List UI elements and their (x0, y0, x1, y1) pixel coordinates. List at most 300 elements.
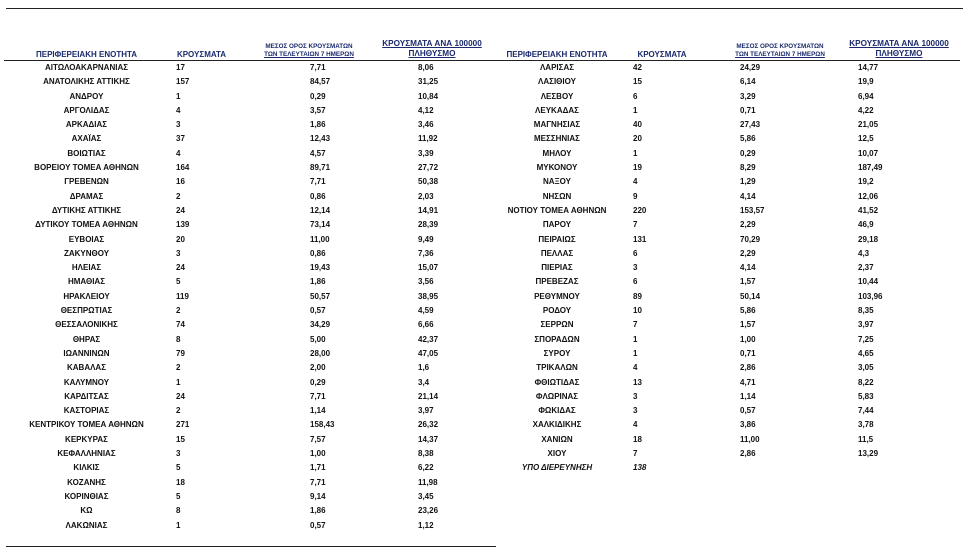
cases-cell: 10 (633, 306, 642, 316)
region-cell: ΠΙΕΡΙΑΣ (541, 263, 573, 273)
header-cases: ΚΡΟΥΣΜΑΤΑ (637, 50, 687, 59)
per-cell: 19,9 (858, 77, 874, 87)
region-cell: ΑΡΓΟΛΙΔΑΣ (63, 105, 110, 115)
table-row (492, 90, 960, 104)
table-row (492, 204, 960, 218)
region-cell: ΚΑΣΤΟΡΙΑΣ (63, 406, 110, 416)
avg-cell: 89,71 (310, 163, 331, 173)
region-cell: ΤΡΙΚΑΛΩΝ (536, 363, 578, 373)
table-row (4, 447, 494, 461)
region-cell: ΡΕΘΥΜΝΟΥ (534, 291, 580, 301)
top-rule (6, 8, 963, 9)
region-cell: ΒΟΡΕΙΟΥ ΤΟΜΕΑ ΑΘΗΝΩΝ (34, 163, 139, 173)
table-row (4, 233, 494, 247)
region-cell: ΛΕΥΚΑΔΑΣ (535, 105, 579, 115)
cases-cell: 4 (176, 148, 181, 158)
cases-cell: 7 (633, 220, 638, 230)
header-avg-line1: ΜΕΣΟΣ ΟΡΟΣ ΚΡΟΥΣΜΑΤΩΝ (736, 43, 824, 50)
cases-cell: 157 (176, 77, 190, 87)
region-cell: ΚΩ (80, 506, 93, 516)
region-cell: ΕΥΒΟΙΑΣ (68, 234, 105, 244)
table-row (4, 190, 494, 204)
cases-cell: 220 (633, 205, 647, 215)
cases-cell: 3 (633, 391, 638, 401)
cases-cell: 7 (633, 449, 638, 459)
avg-cell: 12,43 (310, 134, 331, 144)
per-cell: 41,52 (858, 205, 879, 215)
avg-cell: 0,86 (310, 191, 326, 201)
cases-cell: 6 (633, 91, 638, 101)
table-row (492, 404, 960, 418)
avg-cell: 4,14 (740, 263, 756, 273)
avg-cell: 0,71 (740, 105, 756, 115)
table-row (492, 361, 960, 375)
per-cell: 4,22 (858, 105, 874, 115)
avg-cell: 34,29 (310, 320, 331, 330)
avg-cell: 11,00 (740, 434, 760, 444)
table-row (492, 233, 960, 247)
avg-cell: 3,57 (310, 105, 326, 115)
table-row (4, 75, 494, 89)
table-row (4, 318, 494, 332)
cases-cell: 2 (176, 191, 181, 201)
table-row (492, 190, 960, 204)
per-cell: 23,26 (418, 506, 439, 516)
avg-cell: 12,14 (310, 205, 331, 215)
table-row (4, 361, 494, 375)
region-cell: ΒΟΙΩΤΙΑΣ (67, 148, 106, 158)
cases-cell: 74 (176, 320, 185, 330)
region-cell: ΚΑΛΥΜΝΟΥ (63, 377, 110, 387)
avg-cell: 2,86 (740, 363, 756, 373)
cases-cell: 4 (176, 105, 181, 115)
per-cell: 21,05 (858, 120, 879, 130)
region-cell: ΘΕΣΣΑΛΟΝΙΚΗΣ (55, 320, 118, 330)
avg-cell: 24,29 (740, 63, 761, 72)
region-cell: ΛΕΣΒΟΥ (540, 91, 574, 101)
avg-cell: 0,71 (740, 348, 756, 358)
region-cell: ΝΑΞΟΥ (542, 177, 572, 187)
avg-cell: 1,29 (740, 177, 756, 187)
region-cell: ΧΑΝΙΩΝ (541, 434, 573, 444)
region-cell: ΗΡΑΚΛΕΙΟΥ (63, 291, 110, 301)
avg-cell: 3,86 (740, 420, 756, 430)
cases-cell: 3 (633, 406, 638, 416)
per-cell: 19,2 (858, 177, 874, 187)
left-table-header (4, 10, 494, 61)
region-cell: ΠΑΡΟΥ (542, 220, 572, 230)
table-row (492, 104, 960, 118)
cases-cell: 19 (633, 163, 642, 173)
region-cell: ΑΡΚΑΔΙΑΣ (65, 120, 108, 130)
table-row (492, 75, 960, 89)
per-cell: 28,39 (418, 220, 439, 230)
header-per-line2: ΠΛΗΘΥΣΜΟ (875, 49, 923, 58)
cases-cell: 2 (176, 406, 181, 416)
avg-cell: 6,14 (740, 77, 756, 87)
cases-cell: 18 (633, 434, 642, 444)
cases-cell: 79 (176, 348, 185, 358)
table-row (492, 318, 960, 332)
cases-cell: 7 (633, 320, 638, 330)
table-row (4, 275, 494, 289)
avg-cell: 1,57 (740, 277, 756, 287)
table-row (492, 304, 960, 318)
table-row (4, 204, 494, 218)
cases-cell: 119 (176, 291, 189, 301)
per-cell: 2,03 (418, 191, 434, 201)
cases-cell: 4 (633, 177, 638, 187)
region-cell: ΚΟΖΑΝΗΣ (67, 477, 106, 487)
region-cell: ΜΗΛΟΥ (542, 148, 572, 158)
per-cell: 47,05 (418, 348, 439, 358)
region-cell: ΚΑΒΑΛΑΣ (66, 363, 107, 373)
cases-cell: 15 (176, 434, 185, 444)
avg-cell: 1,00 (310, 449, 326, 459)
avg-cell: 7,71 (310, 477, 326, 487)
per-cell: 14,37 (418, 434, 439, 444)
table-row (492, 461, 960, 475)
cases-cell: 4 (633, 420, 638, 430)
region-cell: ΛΑΚΩΝΙΑΣ (65, 520, 108, 530)
table-row (4, 490, 494, 504)
table-row (4, 261, 494, 275)
cases-cell: 3 (176, 120, 181, 130)
region-cell: ΝΗΣΩΝ (542, 191, 572, 201)
table-row (4, 404, 494, 418)
region-cell: ΛΑΣΙΘΙΟΥ (538, 77, 576, 87)
avg-cell: 0,29 (310, 91, 326, 101)
left-table (4, 10, 494, 533)
avg-cell: 3,29 (740, 91, 756, 101)
per-cell: 29,18 (858, 234, 879, 244)
region-cell: ΠΕΛΛΑΣ (540, 248, 574, 258)
table-row (492, 218, 960, 232)
right-table (492, 10, 960, 476)
per-cell: 3,4 (418, 377, 430, 387)
avg-cell: 2,29 (740, 220, 756, 230)
per-cell: 12,5 (858, 134, 874, 144)
cases-cell: 138 (633, 463, 647, 473)
region-cell: ΔΥΤΙΚΗΣ ΑΤΤΙΚΗΣ (51, 205, 122, 215)
per-cell: 4,12 (418, 105, 434, 115)
per-cell: 31,25 (418, 77, 439, 87)
header-per-line2: ΠΛΗΘΥΣΜΟ (408, 49, 456, 58)
cases-cell: 131 (633, 234, 647, 244)
table-row (492, 347, 960, 361)
table-row (492, 418, 960, 432)
avg-cell: 73,14 (310, 220, 331, 230)
table-row (492, 390, 960, 404)
cases-cell: 8 (176, 334, 181, 344)
bottom-rule (6, 546, 496, 547)
avg-cell: 7,71 (310, 391, 326, 401)
per-cell: 50,38 (418, 177, 439, 187)
region-cell: ΛΑΡΙΣΑΣ (539, 63, 575, 72)
cases-cell: 24 (176, 391, 185, 401)
per-cell: 5,83 (858, 391, 874, 401)
region-cell: ΘΕΣΠΡΩΤΙΑΣ (60, 306, 113, 316)
cases-cell: 8 (176, 506, 181, 516)
per-cell: 8,06 (418, 63, 434, 72)
region-cell: ΜΑΓΝΗΣΙΑΣ (533, 120, 581, 130)
header-per (840, 39, 958, 59)
table-row (492, 175, 960, 189)
cases-cell: 20 (176, 234, 185, 244)
region-cell: ΚΕΦΑΛΛΗΝΙΑΣ (57, 449, 116, 459)
cases-cell: 1 (176, 91, 181, 101)
avg-cell: 7,71 (310, 177, 326, 187)
avg-cell: 4,14 (740, 191, 756, 201)
cases-cell: 271 (176, 420, 190, 430)
per-cell: 6,66 (418, 320, 434, 330)
region-cell: ΜΥΚΟΝΟΥ (536, 163, 578, 173)
avg-cell: 1,86 (310, 277, 326, 287)
table-row (492, 147, 960, 161)
region-cell: ΡΟΔΟΥ (542, 306, 572, 316)
table-row (492, 376, 960, 390)
cases-cell: 3 (176, 449, 181, 459)
per-cell: 27,72 (418, 163, 439, 173)
table-row (4, 304, 494, 318)
per-cell: 15,07 (418, 263, 439, 273)
avg-cell: 84,57 (310, 77, 331, 87)
per-cell: 14,91 (418, 205, 439, 215)
region-cell: ΚΑΡΔΙΤΣΑΣ (64, 391, 109, 401)
region-cell: ΣΕΡΡΩΝ (540, 320, 574, 330)
per-cell: 14,77 (858, 63, 879, 72)
per-cell: 10,84 (418, 91, 439, 101)
table-row (4, 247, 494, 261)
table-row (4, 132, 494, 146)
header-region: ΠΕΡΙΦΕΡΕΙΑΚΗ ΕΝΟΤΗΤΑ (35, 50, 138, 59)
table-row (492, 433, 960, 447)
region-cell: ΦΩΚΙΔΑΣ (538, 406, 576, 416)
per-cell: 46,9 (858, 220, 874, 230)
table-row (4, 519, 494, 533)
region-cell: ΗΛΕΙΑΣ (71, 263, 102, 273)
per-cell: 2,37 (858, 263, 874, 273)
per-cell: 3,56 (418, 277, 434, 287)
avg-cell: 1,00 (740, 334, 756, 344)
avg-cell: 8,29 (740, 163, 756, 173)
table-row (4, 118, 494, 132)
avg-cell: 2,00 (310, 363, 326, 373)
cases-cell: 89 (633, 291, 642, 301)
table-row (4, 333, 494, 347)
header-region: ΠΕΡΙΦΕΡΕΙΑΚΗ ΕΝΟΤΗΤΑ (506, 50, 608, 59)
per-cell: 42,37 (418, 334, 439, 344)
region-cell: ΥΠΟ ΔΙΕΡΕΥΝΗΣΗ (521, 463, 593, 473)
region-cell: ΠΡΕΒΕΖΑΣ (535, 277, 579, 287)
per-cell: 7,44 (858, 406, 874, 416)
per-cell: 4,65 (858, 348, 874, 358)
per-cell: 26,32 (418, 420, 439, 430)
cases-cell: 9 (633, 191, 638, 201)
avg-cell: 50,14 (740, 291, 761, 301)
table-row (492, 261, 960, 275)
region-cell: ΑΙΤΩΛΟΑΚΑΡΝΑΝΙΑΣ (44, 63, 129, 72)
header-cases: ΚΡΟΥΣΜΑΤΑ (176, 50, 227, 59)
table-row (492, 447, 960, 461)
avg-cell: 50,57 (310, 291, 331, 301)
cases-cell: 1 (633, 105, 638, 115)
region-cell: ΔΡΑΜΑΣ (69, 191, 104, 201)
per-cell: 3,78 (858, 420, 874, 430)
region-cell: ΚΟΡΙΝΘΙΑΣ (64, 491, 109, 501)
region-cell: ΜΕΣΣΗΝΙΑΣ (534, 134, 580, 144)
table-row (4, 461, 494, 475)
avg-cell: 1,57 (740, 320, 756, 330)
avg-cell: 2,86 (740, 449, 756, 459)
avg-cell: 1,14 (310, 406, 326, 416)
cases-cell: 1 (176, 377, 181, 387)
header-per-line1: ΚΡΟΥΣΜΑΤΑ ΑΝΑ 100000 (382, 39, 482, 48)
table-row (4, 390, 494, 404)
avg-cell: 5,00 (310, 334, 326, 344)
cases-cell: 13 (633, 377, 642, 387)
table-row (492, 132, 960, 146)
cases-cell: 5 (176, 463, 181, 473)
avg-cell: 2,29 (740, 248, 756, 258)
region-cell: ΚΕΝΤΡΙΚΟΥ ΤΟΜΕΑ ΑΘΗΝΩΝ (29, 420, 144, 430)
cases-cell: 24 (176, 263, 185, 273)
region-cell: ΖΑΚΥΝΘΟΥ (63, 248, 110, 258)
cases-cell: 1 (633, 348, 638, 358)
avg-cell: 11,00 (310, 234, 330, 244)
table-row (4, 433, 494, 447)
avg-cell: 0,29 (310, 377, 326, 387)
per-cell: 4,3 (858, 248, 870, 258)
header-avg (244, 43, 374, 59)
per-cell: 10,44 (858, 277, 879, 287)
table-row (4, 218, 494, 232)
per-cell: 9,49 (418, 234, 434, 244)
table-row (4, 161, 494, 175)
avg-cell: 0,57 (740, 406, 756, 416)
per-cell: 3,05 (858, 363, 874, 373)
avg-cell: 0,29 (740, 148, 756, 158)
per-cell: 7,25 (858, 334, 874, 344)
region-cell: ΦΛΩΡΙΝΑΣ (535, 391, 579, 401)
per-cell: 3,46 (418, 120, 434, 130)
region-cell: ΚΕΡΚΥΡΑΣ (65, 434, 108, 444)
cases-cell: 24 (176, 205, 185, 215)
cases-cell: 37 (176, 134, 185, 144)
cases-cell: 4 (633, 363, 638, 373)
per-cell: 11,92 (418, 134, 438, 144)
table-row (492, 333, 960, 347)
avg-cell: 1,14 (740, 391, 756, 401)
per-cell: 8,35 (858, 306, 874, 316)
per-cell: 1,6 (418, 363, 430, 373)
table-row (4, 347, 494, 361)
table-row (4, 61, 494, 75)
region-cell: ΑΝΑΤΟΛΙΚΗΣ ΑΤΤΙΚΗΣ (43, 77, 130, 87)
cases-cell: 1 (633, 148, 638, 158)
right-table-body (492, 61, 960, 476)
avg-cell: 1,86 (310, 120, 326, 130)
per-cell: 13,29 (858, 449, 879, 459)
per-cell: 103,96 (858, 291, 883, 301)
region-cell: ΑΧΑΪΑΣ (71, 134, 102, 144)
table-row (4, 476, 494, 490)
per-cell: 3,39 (418, 148, 434, 158)
avg-cell: 9,14 (310, 491, 326, 501)
region-cell: ΧΙΟΥ (547, 449, 567, 459)
table-row (4, 90, 494, 104)
cases-cell: 164 (176, 163, 190, 173)
cases-cell: 1 (176, 520, 181, 530)
per-cell: 6,22 (418, 463, 434, 473)
region-cell: ΓΡΕΒΕΝΩΝ (64, 177, 109, 187)
per-cell: 3,97 (418, 406, 434, 416)
header-avg-line2: ΤΩΝ ΤΕΛΕΥΤΑΙΩΝ 7 ΗΜΕΡΩΝ (264, 51, 354, 58)
header-avg-line1: ΜΕΣΟΣ ΟΡΟΣ ΚΡΟΥΣΜΑΤΩΝ (265, 43, 353, 50)
per-cell: 7,36 (418, 248, 434, 258)
per-cell: 1,12 (418, 520, 434, 530)
table-row (4, 504, 494, 518)
per-cell: 11,98 (418, 477, 438, 487)
avg-cell: 1,86 (310, 506, 326, 516)
table-row (492, 61, 960, 75)
cases-cell: 1 (633, 334, 638, 344)
per-cell: 8,38 (418, 449, 434, 459)
table-row (492, 275, 960, 289)
per-cell: 6,94 (858, 91, 874, 101)
cases-cell: 6 (633, 248, 638, 258)
avg-cell: 7,57 (310, 434, 326, 444)
cases-cell: 18 (176, 477, 185, 487)
header-per-line1: ΚΡΟΥΣΜΑΤΑ ΑΝΑ 100000 (849, 39, 949, 48)
avg-cell: 0,57 (310, 520, 326, 530)
avg-cell: 7,71 (310, 63, 326, 72)
cases-cell: 16 (176, 177, 185, 187)
avg-cell: 19,43 (310, 263, 331, 273)
table-row (492, 247, 960, 261)
region-cell: ΦΘΙΩΤΙΔΑΣ (534, 377, 580, 387)
region-cell: ΧΑΛΚΙΔΙΚΗΣ (532, 420, 582, 430)
table-row (4, 175, 494, 189)
avg-cell: 70,29 (740, 234, 761, 244)
per-cell: 3,45 (418, 491, 434, 501)
region-cell: ΠΕΙΡΑΙΩΣ (538, 234, 576, 244)
left-table-body (4, 61, 494, 533)
cases-cell: 15 (633, 77, 642, 87)
region-cell: ΣΥΡΟΥ (543, 348, 571, 358)
avg-cell: 5,86 (740, 306, 756, 316)
per-cell: 12,06 (858, 191, 879, 201)
avg-cell: 4,71 (740, 377, 756, 387)
region-cell: ΑΝΔΡΟΥ (69, 91, 104, 101)
region-cell: ΘΗΡΑΣ (72, 334, 101, 344)
header-avg-line2: ΤΩΝ ΤΕΛΕΥΤΑΙΩΝ 7 ΗΜΕΡΩΝ (735, 51, 825, 58)
per-cell: 10,07 (858, 148, 879, 158)
avg-cell: 1,71 (310, 463, 326, 473)
region-cell: ΝΟΤΙΟΥ ΤΟΜΕΑ ΑΘΗΝΩΝ (507, 205, 607, 215)
avg-cell: 153,57 (740, 205, 765, 215)
region-cell: ΗΜΑΘΙΑΣ (67, 277, 106, 287)
cases-cell: 40 (633, 120, 642, 130)
table-row (492, 290, 960, 304)
header-per (372, 39, 492, 59)
region-cell: ΚΙΛΚΙΣ (73, 463, 100, 473)
avg-cell: 0,86 (310, 248, 326, 258)
cases-cell: 3 (176, 248, 181, 258)
cases-cell: 5 (176, 277, 181, 287)
per-cell: 11,5 (858, 434, 874, 444)
per-cell: 3,97 (858, 320, 874, 330)
